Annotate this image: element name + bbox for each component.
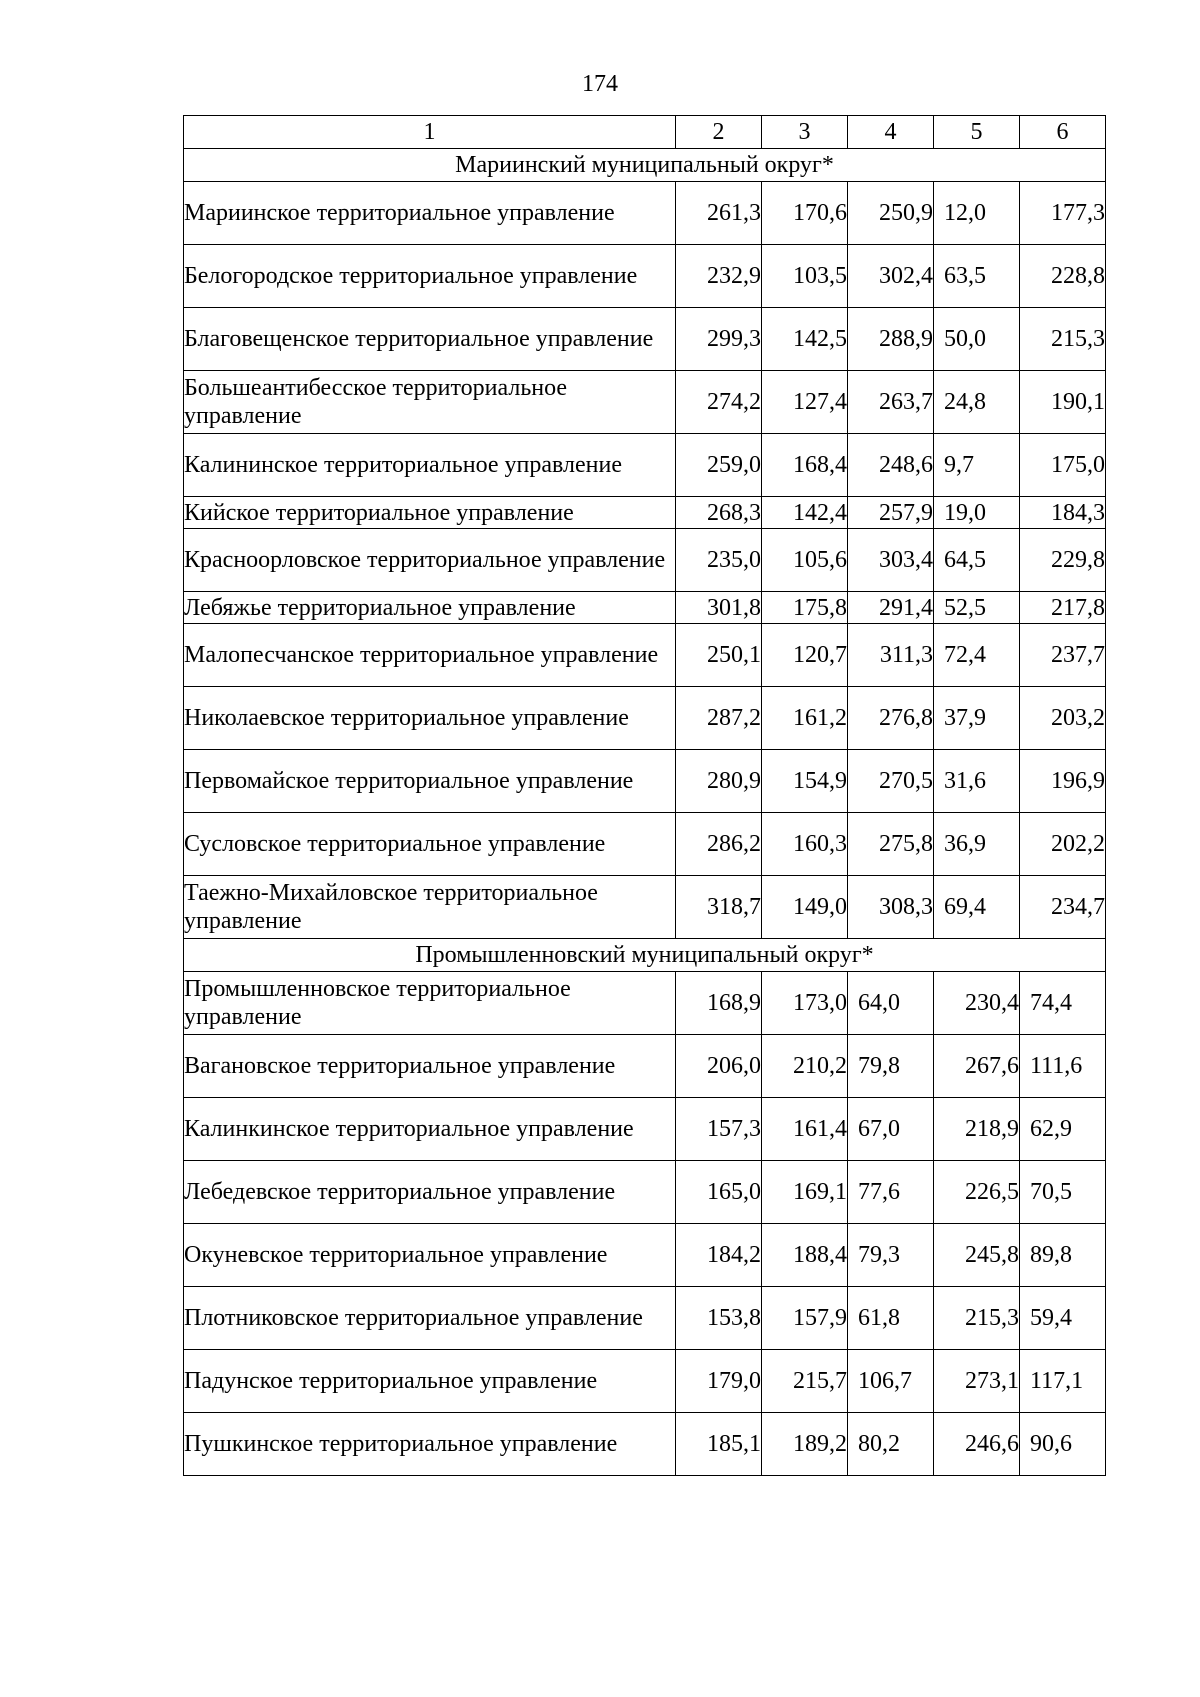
- table-row: [184, 1350, 1106, 1413]
- value-cell: 177,3: [1020, 182, 1106, 245]
- value-cell: 218,9: [934, 1098, 1020, 1161]
- column-header: 5: [934, 116, 1020, 149]
- row-name: Благовещенское территориальное управление: [184, 308, 676, 371]
- value-cell: 127,4: [762, 371, 848, 434]
- row-name: Калининское территориальное управление: [184, 434, 676, 497]
- value-cell: 79,8: [848, 1035, 934, 1098]
- value-cell: 103,5: [762, 245, 848, 308]
- value-cell: 154,9: [762, 750, 848, 813]
- value-cell: 168,9: [676, 972, 762, 1035]
- row-name: Николаевское территориальное управление: [184, 687, 676, 750]
- value-cell: 142,4: [762, 497, 848, 529]
- value-cell: 303,4: [848, 529, 934, 592]
- value-cell: 250,9: [848, 182, 934, 245]
- group-header-row: [184, 939, 1106, 972]
- value-cell: 12,0: [934, 182, 1020, 245]
- table-row: [184, 624, 1106, 687]
- value-cell: 270,5: [848, 750, 934, 813]
- value-cell: 157,3: [676, 1098, 762, 1161]
- value-cell: 268,3: [676, 497, 762, 529]
- column-header: 3: [762, 116, 848, 149]
- group-header-row: [184, 149, 1106, 182]
- table-row: [184, 529, 1106, 592]
- value-cell: 245,8: [934, 1224, 1020, 1287]
- table-row: [184, 1287, 1106, 1350]
- value-cell: 185,1: [676, 1413, 762, 1476]
- row-name: Пушкинское территориальное управление: [184, 1413, 676, 1476]
- value-cell: 9,7: [934, 434, 1020, 497]
- value-cell: 52,5: [934, 592, 1020, 624]
- table-row: [184, 371, 1106, 434]
- value-cell: 248,6: [848, 434, 934, 497]
- value-cell: 89,8: [1020, 1224, 1106, 1287]
- value-cell: 161,2: [762, 687, 848, 750]
- value-cell: 318,7: [676, 876, 762, 939]
- column-header: 4: [848, 116, 934, 149]
- row-name: Кийское территориальное управление: [184, 497, 676, 529]
- row-name: Окуневское территориальное управление: [184, 1224, 676, 1287]
- value-cell: 288,9: [848, 308, 934, 371]
- value-cell: 257,9: [848, 497, 934, 529]
- row-name: Лебяжье территориальное управление: [184, 592, 676, 624]
- row-name: Мариинское территориальное управление: [184, 182, 676, 245]
- value-cell: 36,9: [934, 813, 1020, 876]
- value-cell: 31,6: [934, 750, 1020, 813]
- value-cell: 19,0: [934, 497, 1020, 529]
- table-row: [184, 1098, 1106, 1161]
- value-cell: 165,0: [676, 1161, 762, 1224]
- value-cell: 276,8: [848, 687, 934, 750]
- value-cell: 111,6: [1020, 1035, 1106, 1098]
- value-cell: 301,8: [676, 592, 762, 624]
- value-cell: 64,5: [934, 529, 1020, 592]
- value-cell: 229,8: [1020, 529, 1106, 592]
- row-name: Плотниковское территориальное управление: [184, 1287, 676, 1350]
- value-cell: 203,2: [1020, 687, 1106, 750]
- value-cell: 184,2: [676, 1224, 762, 1287]
- value-cell: 77,6: [848, 1161, 934, 1224]
- table-row: [184, 434, 1106, 497]
- table-row: [184, 750, 1106, 813]
- value-cell: 106,7: [848, 1350, 934, 1413]
- value-cell: 230,4: [934, 972, 1020, 1035]
- value-cell: 299,3: [676, 308, 762, 371]
- value-cell: 72,4: [934, 624, 1020, 687]
- row-name: Падунское территориальное управление: [184, 1350, 676, 1413]
- group-title: Мариинский муниципальный округ*: [184, 149, 1106, 182]
- value-cell: 274,2: [676, 371, 762, 434]
- value-cell: 161,4: [762, 1098, 848, 1161]
- value-cell: 50,0: [934, 308, 1020, 371]
- value-cell: 226,5: [934, 1161, 1020, 1224]
- value-cell: 273,1: [934, 1350, 1020, 1413]
- table-row: [184, 876, 1106, 939]
- value-cell: 308,3: [848, 876, 934, 939]
- value-cell: 287,2: [676, 687, 762, 750]
- value-cell: 234,7: [1020, 876, 1106, 939]
- value-cell: 37,9: [934, 687, 1020, 750]
- value-cell: 67,0: [848, 1098, 934, 1161]
- table-row: [184, 1224, 1106, 1287]
- column-header: 1: [184, 116, 676, 149]
- header-row: [184, 116, 1106, 149]
- value-cell: 170,6: [762, 182, 848, 245]
- value-cell: 210,2: [762, 1035, 848, 1098]
- row-name: Лебедевское территориальное управление: [184, 1161, 676, 1224]
- group-title: Промышленновский муниципальный округ*: [184, 939, 1106, 972]
- table-row: [184, 813, 1106, 876]
- value-cell: 291,4: [848, 592, 934, 624]
- table-row: [184, 687, 1106, 750]
- row-name: Промышленновское территориальное управление: [184, 972, 676, 1035]
- value-cell: 286,2: [676, 813, 762, 876]
- row-name: Первомайское территориальное управление: [184, 750, 676, 813]
- value-cell: 215,7: [762, 1350, 848, 1413]
- value-cell: 160,3: [762, 813, 848, 876]
- value-cell: 175,0: [1020, 434, 1106, 497]
- value-cell: 173,0: [762, 972, 848, 1035]
- row-name: Большеантибесское территориальное управление: [184, 371, 676, 434]
- value-cell: 64,0: [848, 972, 934, 1035]
- value-cell: 142,5: [762, 308, 848, 371]
- value-cell: 149,0: [762, 876, 848, 939]
- value-cell: 61,8: [848, 1287, 934, 1350]
- value-cell: 246,6: [934, 1413, 1020, 1476]
- value-cell: 24,8: [934, 371, 1020, 434]
- row-name: Красноорловское территориальное управление: [184, 529, 676, 592]
- table-row: [184, 497, 1106, 529]
- page-number: 174: [582, 71, 618, 97]
- table-row: [184, 592, 1106, 624]
- value-cell: 63,5: [934, 245, 1020, 308]
- value-cell: 90,6: [1020, 1413, 1106, 1476]
- value-cell: 206,0: [676, 1035, 762, 1098]
- value-cell: 168,4: [762, 434, 848, 497]
- table-row: [184, 972, 1106, 1035]
- value-cell: 232,9: [676, 245, 762, 308]
- value-cell: 302,4: [848, 245, 934, 308]
- value-cell: 215,3: [934, 1287, 1020, 1350]
- row-name: Сусловское территориальное управление: [184, 813, 676, 876]
- value-cell: 259,0: [676, 434, 762, 497]
- value-cell: 74,4: [1020, 972, 1106, 1035]
- row-name: Белогородское территориальное управление: [184, 245, 676, 308]
- value-cell: 235,0: [676, 529, 762, 592]
- value-cell: 80,2: [848, 1413, 934, 1476]
- value-cell: 120,7: [762, 624, 848, 687]
- value-cell: 237,7: [1020, 624, 1106, 687]
- value-cell: 261,3: [676, 182, 762, 245]
- table-row: [184, 1035, 1106, 1098]
- value-cell: 59,4: [1020, 1287, 1106, 1350]
- value-cell: 267,6: [934, 1035, 1020, 1098]
- data-table: [183, 115, 1106, 1476]
- value-cell: 175,8: [762, 592, 848, 624]
- value-cell: 70,5: [1020, 1161, 1106, 1224]
- value-cell: 202,2: [1020, 813, 1106, 876]
- table-row: [184, 245, 1106, 308]
- row-name: Вагановское территориальное управление: [184, 1035, 676, 1098]
- column-header: 6: [1020, 116, 1106, 149]
- value-cell: 190,1: [1020, 371, 1106, 434]
- value-cell: 105,6: [762, 529, 848, 592]
- value-cell: 69,4: [934, 876, 1020, 939]
- value-cell: 157,9: [762, 1287, 848, 1350]
- table-row: [184, 182, 1106, 245]
- value-cell: 179,0: [676, 1350, 762, 1413]
- value-cell: 153,8: [676, 1287, 762, 1350]
- row-name: Таежно-Михайловское территориальное управление: [184, 876, 676, 939]
- value-cell: 217,8: [1020, 592, 1106, 624]
- value-cell: 196,9: [1020, 750, 1106, 813]
- value-cell: 189,2: [762, 1413, 848, 1476]
- value-cell: 169,1: [762, 1161, 848, 1224]
- value-cell: 250,1: [676, 624, 762, 687]
- value-cell: 188,4: [762, 1224, 848, 1287]
- table-row: [184, 308, 1106, 371]
- column-header: 2: [676, 116, 762, 149]
- value-cell: 311,3: [848, 624, 934, 687]
- table-row: [184, 1413, 1106, 1476]
- value-cell: 184,3: [1020, 497, 1106, 529]
- value-cell: 280,9: [676, 750, 762, 813]
- row-name: Малопесчанское территориальное управление: [184, 624, 676, 687]
- value-cell: 62,9: [1020, 1098, 1106, 1161]
- row-name: Калинкинское территориальное управление: [184, 1098, 676, 1161]
- value-cell: 117,1: [1020, 1350, 1106, 1413]
- value-cell: 79,3: [848, 1224, 934, 1287]
- value-cell: 228,8: [1020, 245, 1106, 308]
- value-cell: 263,7: [848, 371, 934, 434]
- value-cell: 275,8: [848, 813, 934, 876]
- value-cell: 215,3: [1020, 308, 1106, 371]
- table-row: [184, 1161, 1106, 1224]
